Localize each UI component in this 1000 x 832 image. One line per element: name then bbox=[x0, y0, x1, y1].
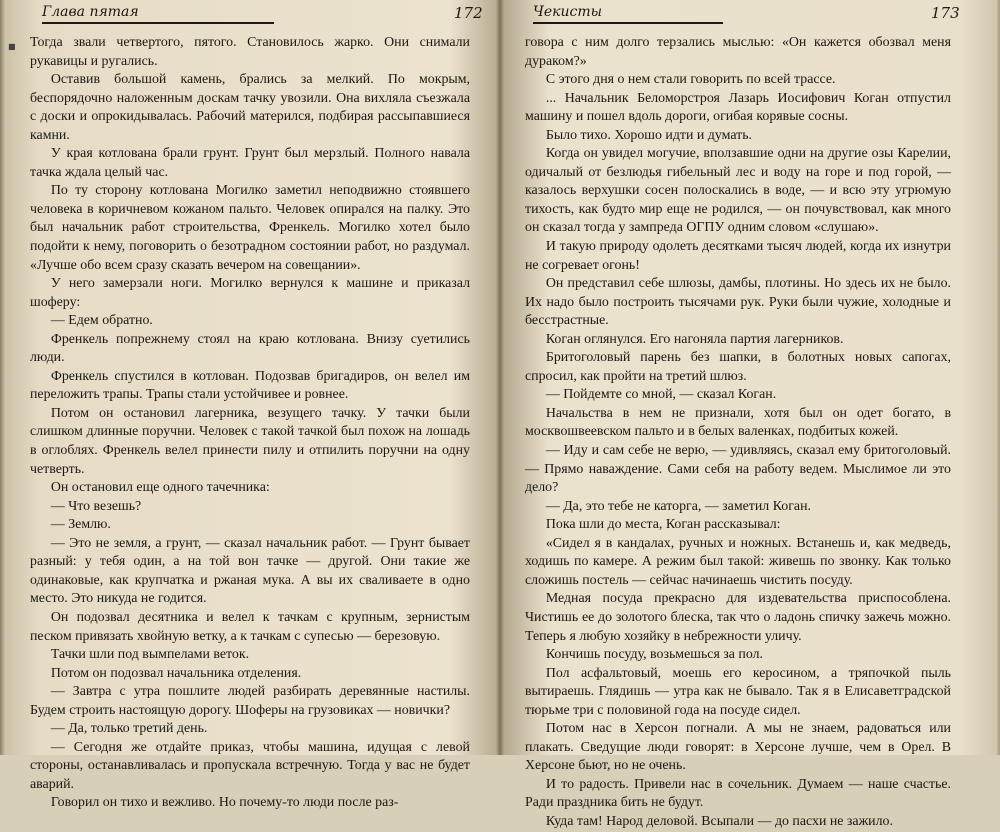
paragraph: Кончишь посуду, возьмешься за пол. bbox=[545, 647, 764, 663]
paragraph: ... Начальник Беломорстроя Лазарь Иосифович Коган отпустил машину и пошел вдоль дороги, огибая корявые сосны. bbox=[525, 90, 951, 125]
paragraph: Когда он увидел могучие, вползавшие одни на другие озы Карелии, одичалый от безлюдья гибельный лес и воду на горе и под горой, — казалось верхушки сосен полоскались в воде, — и всю эту угрюмую тихость, как будто мир еще не родился, — он почувствовал, как много он сказал тогда у зампреда ОГПУ одним словом «слушаю». bbox=[525, 146, 951, 236]
paragraph: Он подозвал десятника и велел к тачкам с крупным, зернистым песком привязать хвойную ветку, а к тачкам с супесью — березовую. bbox=[30, 609, 470, 644]
paragraph: — Да, это тебе не каторга, — заметил Коган. bbox=[545, 498, 811, 514]
margin-dot: ■ bbox=[8, 42, 16, 51]
paragraph: С этого дня о нем стали говорить по всей трассе. bbox=[545, 72, 836, 88]
left-page-number: 172 bbox=[454, 4, 483, 22]
paragraph: Френкель спустился в котлован. Подозвав бригадиров, он велел им переложить трапы. Трапы стали устойчивее и ровнее. bbox=[30, 368, 470, 403]
left-page bbox=[0, 0, 497, 811]
left-page-body bbox=[30, 34, 470, 813]
paragraph: Тогда звали четвертого, пятого. Становилось жарко. Они снимали рукавицы и ругались. bbox=[30, 35, 470, 69]
paragraph: Френкель попрежнему стоял на краю котлована. Внизу суетились люди. bbox=[30, 331, 470, 366]
paragraph: — Это не земля, а грунт, — сказал начальник работ. — Грунт бывает разный: у тебя один, а на той вон тачке — другой. Они такие же одинаковые, как крупчатка и ржаная мука. А вы их сваливаете в одно место. Это никуда не годится. bbox=[30, 535, 470, 607]
right-page-number: 173 bbox=[931, 4, 960, 22]
left-running-head: Глава пятая bbox=[42, 4, 139, 20]
paragraph: Он остановил еще одного тачечника: bbox=[50, 480, 270, 496]
paragraph: И такую природу одолеть десятками тысяч людей, когда их изнутри не согревает огонь! bbox=[525, 239, 951, 273]
right-page bbox=[503, 0, 1000, 829]
paragraph: «Сидел я в кандалах, ручных и ножных. Встанешь и, как медведь, ходишь по камере. А режим был такой: живешь по звонку. Как только сложишь постель — сейчас начинаешь чистить посуду. bbox=[525, 535, 951, 588]
paragraph: — Завтра с утра пошлите людей разбирать деревянные настилы. Будем строить настоящую дорогу. Шоферы на грузовиках — новички? bbox=[30, 684, 470, 718]
paragraph: Куда там! Народ деловой. Всыпали — до пасхи не зажило. bbox=[545, 813, 893, 829]
paragraph: Начальства в нем не признали, хотя был он одет богато, в москвошвеевском пальто и в белых валенках, подбитых кожей. bbox=[525, 405, 951, 440]
paragraph: Пол асфальтовый, моешь его керосином, а тряпочкой пыль вытираешь. Глядишь — утра как не бывало. Так я в Елисаветградской тюрьме три с половиной года на посуде сидел. bbox=[525, 665, 951, 718]
paragraph: Потом он подозвал начальника отделения. bbox=[50, 665, 302, 681]
paragraph: Он представил себе шлюзы, дамбы, плотины. Но здесь их не было. Их надо было построить тысячами рук. Руки были чужие, холодные и бесстрастные. bbox=[525, 276, 951, 329]
paragraph: — Да, только третий день. bbox=[50, 721, 208, 737]
paragraph: Медная посуда прекрасно для издевательства приспособлена. Чистишь ее до золотого блеска, так что о ладонь спичку зажечь можно. Теперь я любую хозяйку в небрежности уличу. bbox=[525, 591, 951, 644]
paragraph: — Что везешь? bbox=[50, 498, 142, 514]
paragraph: И то радость. Привели нас в сочельник. Думаем — наше счастье. Ради праздника бить не будут. bbox=[525, 776, 951, 811]
right-running-head: Чекисты bbox=[533, 4, 603, 20]
left-page-header bbox=[30, 2, 483, 24]
paragraph: — Иду и сам себе не верю, — удивляясь, сказал ему бритоголовый. — Прямо наваждение. Сами себя на работу ведем. Мыслимое ли это дело? bbox=[525, 443, 951, 496]
paragraph: Потом он остановил лагерника, везущего тачку. У тачки были слишком длинные поручни. Человек с такой тачкой был похож на лошадь в оглоблях. Френкель велел принести пилу и отпилить поручни на одну четверть. bbox=[30, 405, 470, 477]
paragraph: — Землю. bbox=[50, 517, 111, 533]
paragraph: Тачки шли под вымпелами веток. bbox=[50, 647, 250, 663]
paragraph: — Сегодня же отдайте приказ, чтобы машина, идущая с левой стороны, останавливалась и пропускала встречную. Тогда у вас не будет аварий. bbox=[30, 739, 470, 792]
paragraph: У края котлована брали грунт. Грунт был мерзлый. Полного навала тачка ждала целый час. bbox=[30, 146, 470, 180]
paragraph: — Пойдемте со мной, — сказал Коган. bbox=[545, 387, 777, 403]
paragraph: Пока шли до места, Коган рассказывал: bbox=[545, 517, 781, 533]
paragraph: — Едем обратно. bbox=[50, 313, 153, 329]
paragraph: Было тихо. Хорошо идти и думать. bbox=[545, 127, 753, 143]
left-header-rule bbox=[42, 22, 274, 24]
paragraph: Коган оглянулся. Его нагоняла партия лагерников. bbox=[545, 331, 844, 347]
right-page-body bbox=[525, 34, 951, 832]
paragraph: Потом нас в Херсон погнали. А мы не знаем, радоваться или плакать. Сведущие люди говорят: в Херсоне лучше, чем в Орел. В Херсоне бьют, но не очень. bbox=[525, 721, 951, 774]
paragraph: Бритоголовый парень без шапки, в болотных новых сапогах, спросил, как пройти на третий шлюз. bbox=[525, 350, 951, 384]
paragraph: По ту сторону котлована Могилко заметил неподвижно стоявшего человека в коричневом кожаном пальто. Человек опирался на палку. Это был начальник работ строительства, Френкель. Могилко хотел было подойти к нему, поговорить о безотрадном состоянии работ, но раздумал. «Лучше обо всем сразу сказать вечером на совещании». bbox=[30, 183, 470, 273]
paragraph: говора с ним долго терзались мыслью: «Он кажется обозвал меня дураком?» bbox=[525, 35, 951, 69]
right-page-header bbox=[525, 2, 978, 24]
paragraph: Говорил он тихо и вежливо. Но почему-то люди после раз- bbox=[50, 795, 399, 811]
paragraph: У него замерзали ноги. Могилко вернулся к машине и приказал шоферу: bbox=[30, 276, 470, 310]
right-header-rule bbox=[533, 22, 723, 24]
paragraph: Оставив большой камень, брались за мелкий. По мокрым, беспорядочно наложенным доскам тачку увозили. Она вихляла съезжала с доски и опрокидывалась. Рабочий матерился, подбирая рассыпавшиеся камни. bbox=[30, 72, 470, 143]
